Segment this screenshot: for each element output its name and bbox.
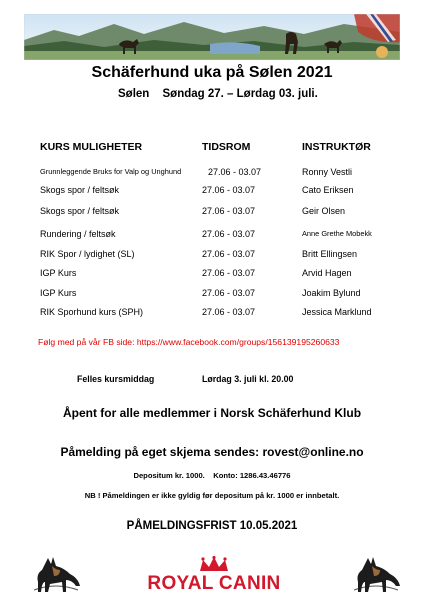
event-dates [118,88,318,100]
course-period: 27.06 - 03.07 [208,167,262,177]
course-name: Rundering / feltsøk [40,229,116,239]
course-instructor: Jessica Marklund [302,307,372,317]
table-row [0,206,424,220]
course-period: 27.06 - 03.07 [202,229,256,239]
deposit-amount: Depositum kr. 1000. [133,471,205,480]
page-title: Schäferhund uka på Sølen 2021 [91,64,333,81]
table-row [0,229,424,243]
royal-canin-logo [146,556,282,596]
course-name: Skogs spor / feltsøk [40,185,120,195]
table-row [0,268,424,282]
course-name: Skogs spor / feltsøk [40,206,120,216]
course-period: 27.06 - 03.07 [202,268,256,278]
signup-notice: Påmelding på eget skjema sendes: rovest@online.no [60,445,364,459]
course-instructor: Joakim Bylund [302,288,361,298]
club-logo-dog-icon [350,552,402,594]
dinner-time: Lørdag 3. juli kl. 20.00 [202,374,294,384]
course-period: 27.06 - 03.07 [202,288,256,298]
course-period: 27.06 - 03.07 [202,185,256,195]
course-name: IGP Kurs [40,268,77,278]
column-header-course: KURS MULIGHETER [40,141,143,153]
course-instructor: Geir Olsen [302,206,346,216]
course-instructor: Arvid Hagen [302,268,352,278]
signup-deadline: PÅMELDINGSFRIST 10.05.2021 [126,520,298,532]
table-row [0,167,424,181]
crown-icon [198,556,230,573]
course-name: RIK Spor / lydighet (SL) [40,249,135,259]
dinner-label: Felles kursmiddag [77,374,155,384]
facebook-link[interactable]: Følg med på vår FB side: https://www.facebook.com/groups/156139195260633 [38,337,340,347]
banner-photo-collage [24,14,400,60]
course-period: 27.06 - 03.07 [202,249,256,259]
course-instructor: Ronny Vestli [302,167,353,177]
bank-account: Konto: 1286.43.46776 [213,471,291,480]
course-name: Grunnleggende Bruks for Valp og Unghund [40,167,182,176]
column-header-period: TIDSROM [202,141,251,153]
column-header-instructor: INSTRUKTØR [302,141,371,153]
club-logo-dog-icon [30,552,82,594]
course-instructor: Cato Eriksen [302,185,354,195]
nb-note: NB ! Påmeldingen er ikke gyldig før depositum på kr. 1000 er innbetalt. [84,491,340,500]
table-row [0,185,424,199]
open-notice: Åpent for alle medlemmer i Norsk Schäferhund Klub [62,406,362,420]
event-place: Sølen [118,88,150,100]
course-name: IGP Kurs [40,288,77,298]
course-name: RIK Sporhund kurs (SPH) [40,307,144,317]
table-row [0,249,424,263]
course-period: 27.06 - 03.07 [202,206,256,216]
table-row [0,307,424,321]
course-instructor: Britt Ellingsen [302,249,358,259]
event-period: Søndag 27. – Lørdag 03. juli. [162,88,318,100]
table-row [0,288,424,302]
royal-canin-text: ROYAL CANIN [147,573,281,594]
course-period: 27.06 - 03.07 [202,307,256,317]
payment-info [0,471,424,480]
course-instructor: Anne Grethe Mobekk [302,229,372,238]
